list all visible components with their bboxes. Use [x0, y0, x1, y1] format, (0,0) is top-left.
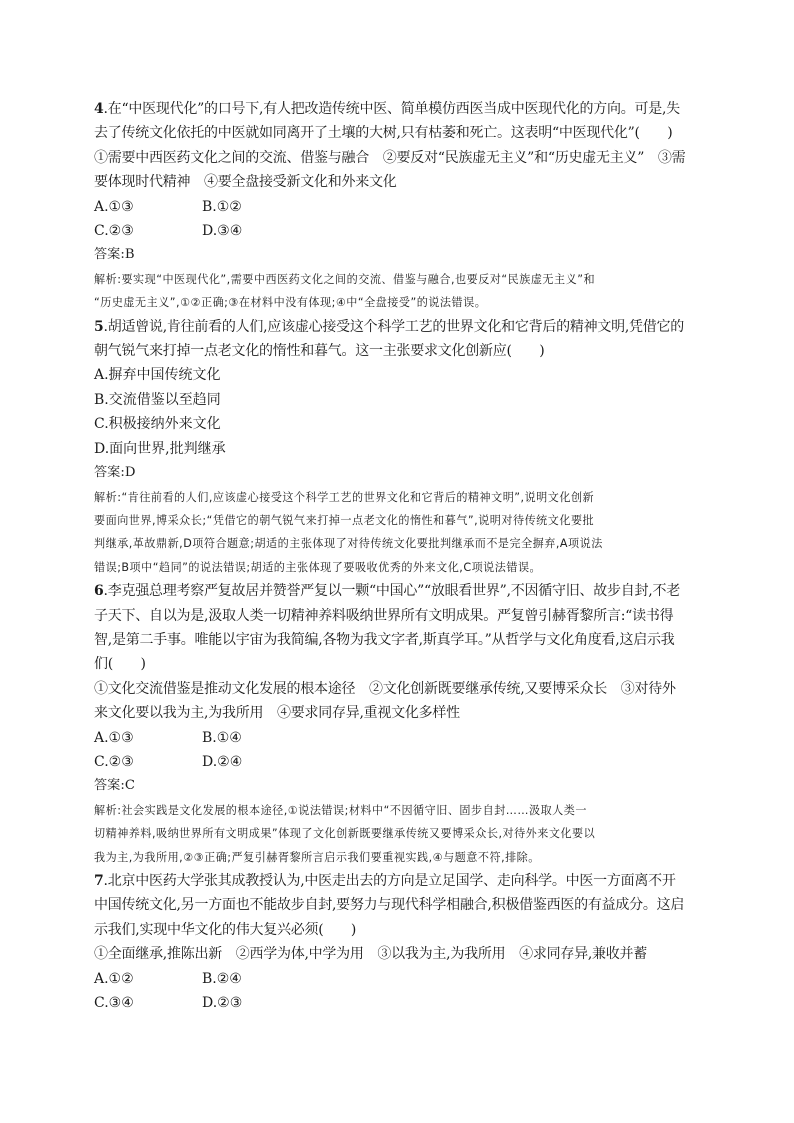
question-stem-line: 示我们,实现中华文化的伟大复兴必须( )	[94, 921, 357, 938]
option-d: D.②③	[202, 995, 243, 1012]
analysis-line: 我为主,为我所用,②③正确;严复引赫胥黎所言启示我们要重视实践,④与题意不符,排除。	[94, 850, 540, 864]
answer-label: 答案:	[94, 247, 125, 263]
answer	[94, 243, 700, 267]
analysis-label: 解析:	[94, 803, 122, 817]
option-a: A.①②	[94, 970, 134, 987]
question-4	[94, 97, 700, 315]
option-c: C.积极接纳外来文化	[94, 416, 221, 433]
analysis	[94, 486, 700, 580]
analysis-label: 解析:	[94, 272, 122, 286]
question-stem-line: ①全面继承,推陈出新 ②西学为体,中学为用 ③以我为主,为我所用 ④求同存异,兼收并蓄	[94, 946, 648, 963]
analysis	[94, 799, 700, 869]
question-7	[94, 869, 700, 1015]
question-5	[94, 315, 700, 579]
options	[94, 195, 700, 244]
question-stem-line: 来文化要以我为主,为我所用 ④要求同存异,重视文化多样性	[94, 705, 460, 722]
answer	[94, 461, 700, 485]
question-stem-line: 们( )	[94, 656, 146, 673]
option-d: D.③④	[202, 223, 243, 240]
question-number: 7	[94, 873, 104, 889]
analysis-line: 社会实践是文化发展的根本途径,①说法错误;材料中“不因循守旧、固步自封……汲取人类一	[121, 803, 587, 817]
answer-value: B	[124, 247, 135, 263]
analysis-line: 要实现“中医现代化”,需要中西医药文化之间的交流、借鉴与融合,也要反对“民族虚无主义”和	[121, 272, 596, 286]
option-c: C.②③	[94, 223, 134, 240]
option-d: D.面向世界,批判继承	[94, 440, 226, 457]
question-number: 5	[94, 318, 104, 335]
analysis-line: “肯往前看的人们,应该虚心接受这个科学工艺的世界文化和它背后的精神文明”,说明文化创新	[121, 490, 595, 504]
question-stem-line: 智,是第二手事。唯能以宇宙为我简编,各物为我文字者,斯真学耳。”从哲学与文化角度看,这启示我	[94, 631, 675, 648]
option-a: A.①③	[94, 198, 134, 215]
answer-value: D	[124, 465, 136, 481]
question-stem-line: 4.在“中医现代化”的口号下,有人把改造传统中医、简单模仿西医当成中医现代化的方向。可是,失	[94, 101, 680, 117]
option-a: A.①③	[94, 729, 134, 746]
question-6	[94, 579, 700, 869]
question-number: 6	[94, 583, 104, 600]
analysis	[94, 268, 700, 315]
question-stem-line: ①需要中西医药文化之间的交流、借鉴与融合 ②要反对“民族虚无主义”和“历史虚无主义” ③需	[94, 149, 686, 166]
option-c: C.③④	[94, 995, 134, 1012]
analysis-line: 切精神养料,吸纳世界所有文明成果”体现了文化创新既要继承传统又要博采众长,对待外来文化要以	[94, 827, 596, 841]
answer	[94, 774, 700, 798]
question-number: 4	[94, 101, 104, 117]
analysis-line: 要面向世界,博采众长;“凭借它的朝气锐气来打掉一点老文化的惰性和暮气”,说明对待传统文化要批	[94, 513, 595, 527]
question-stem-line: 朝气锐气来打掉一点老文化的惰性和暮气。这一主张要求文化创新应( )	[94, 343, 545, 360]
document-page	[94, 97, 700, 1015]
option-b: B.①②	[202, 198, 242, 215]
analysis-line: 错误;B项中“趋同”的说法错误;胡适的主张体现了要吸收优秀的外来文化,C项说法错误。	[94, 560, 542, 574]
question-stem-line: 子天下、自以为是,汲取人类一切精神养料吸纳世界所有文明成果。严复曾引赫胥黎所言:“读书得	[94, 607, 674, 624]
options	[94, 726, 700, 775]
answer-value: C	[124, 778, 135, 794]
option-a: A.摒弃中国传统文化	[94, 367, 221, 384]
answer-label: 答案:	[94, 778, 125, 794]
options	[94, 967, 700, 1016]
analysis-line: 判继承,革故鼎新,D项符合题意;胡适的主张体现了对待传统文化要批判继承而不是完全摒弃,A项说法	[94, 537, 603, 551]
option-c: C.②③	[94, 753, 134, 770]
option-b: B.②④	[202, 970, 242, 987]
option-d: D.②④	[202, 753, 243, 770]
question-stem-line: 7.北京中医药大学张其成教授认为,中医走出去的方向是立足国学、走向科学。中医一方面离不开	[94, 873, 676, 889]
question-stem-line: 中国传统文化,另一方面也不能故步自封,要努力与现代科学相融合,积极借鉴西医的有益成分。这启	[94, 897, 685, 914]
question-stem-line: 5.胡适曾说,肯往前看的人们,应该虚心接受这个科学工艺的世界文化和它背后的精神文明,凭借它的	[94, 318, 685, 335]
option-b: B.①④	[202, 729, 242, 746]
question-stem-line: 要体现时代精神 ④要全盘接受新文化和外来文化	[94, 174, 397, 191]
question-stem-line: 去了传统文化依托的中医就如同离开了土壤的大树,只有枯萎和死亡。这表明“中医现代化”( )	[94, 125, 673, 142]
option-b: B.交流借鉴以至趋同	[94, 391, 221, 408]
answer-label: 答案:	[94, 465, 125, 481]
analysis-line: “历史虚无主义”,①②正确;③在材料中没有体现;④中“全盘接受”的说法错误。	[94, 296, 487, 310]
question-stem-line: 6.李克强总理考察严复故居并赞誉严复以一颗“中国心”“放眼看世界”,不因循守旧、故步自封,不老	[94, 583, 680, 600]
question-stem-line: ①文化交流借鉴是推动文化发展的根本途径 ②文化创新既要继承传统,又要博采众长 ③对待外	[94, 680, 676, 697]
analysis-label: 解析:	[94, 490, 122, 504]
